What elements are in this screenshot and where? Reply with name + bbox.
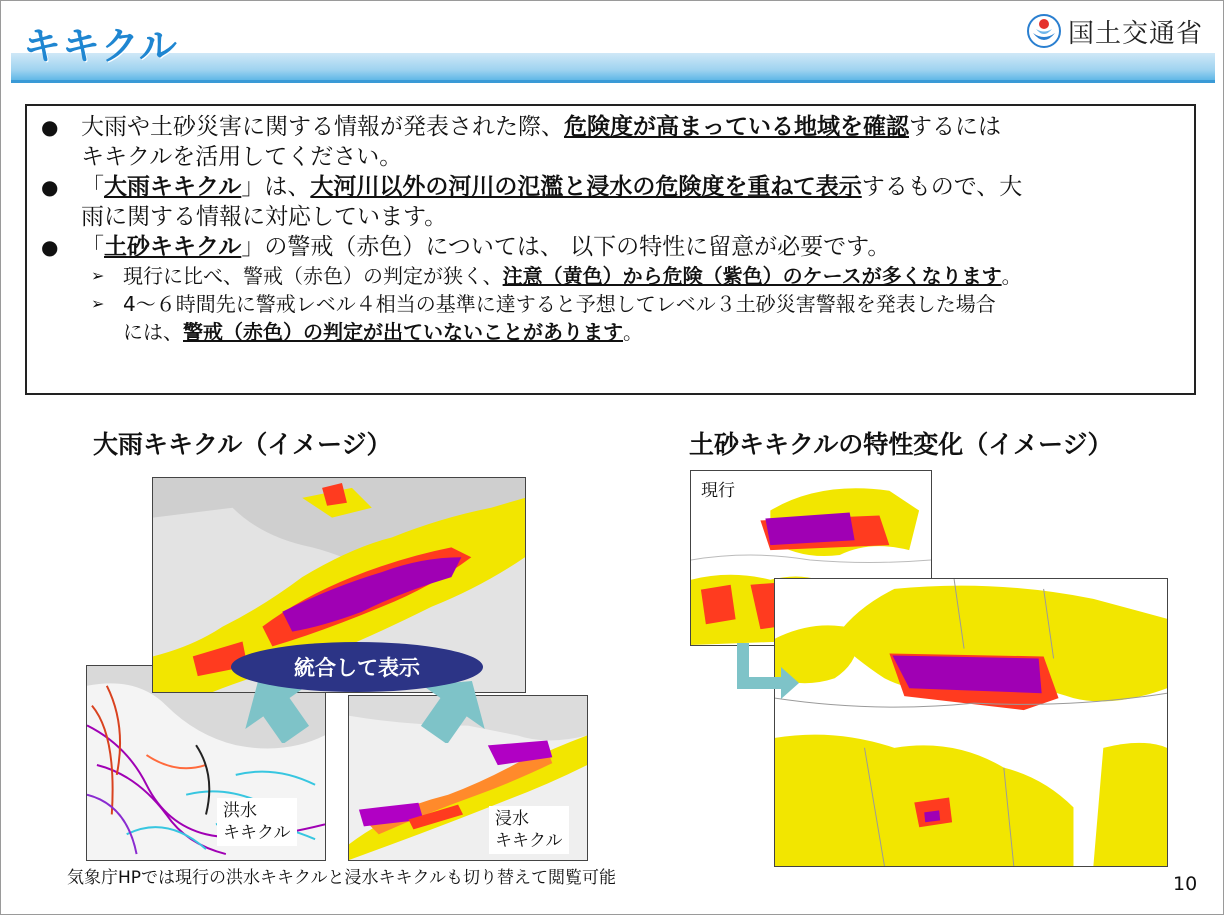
current-label: 現行	[697, 479, 739, 503]
title-band	[11, 53, 1215, 81]
logo-text: 国土交通省	[1067, 18, 1203, 49]
transition-arrow-icon	[731, 641, 803, 699]
sub-bullet-2: ➢ 4～６時間先に警戒レベル４相当の基準に達すると予想してレベル３土砂災害警報を発表した場合 には、警戒（赤色）の判定が出ていないことがあります。	[91, 292, 996, 344]
key-points-box	[25, 104, 1196, 395]
mlit-logo	[1026, 11, 1203, 51]
bullet-1: ● 大雨や土砂災害に関する情報が発表された際、危険度が高まっている地域を確認するには キキクルを活用してください。	[41, 114, 1001, 170]
bullet-dot: ●	[41, 175, 59, 199]
title-band-line	[11, 80, 1215, 83]
sub-bullet-1: ➢ 現行に比べ、警戒（赤色）の判定が狭く、注意（黄色）から危険（紫色）のケースが多くなります。	[91, 264, 1022, 288]
bullet-2: ● 「大雨キキクル」は、大河川以外の河川の氾濫と浸水の危険度を重ねて表示するもので、大 雨に関する情報に対応しています。	[41, 174, 1023, 230]
page-number: 10	[1173, 873, 1198, 895]
left-section-title: 大雨キキクル（イメージ）	[93, 430, 392, 459]
slide-title: キキクル	[23, 24, 178, 68]
right-section-title: 土砂キキクルの特性変化（イメージ）	[689, 430, 1113, 459]
new-sediment-map	[774, 578, 1168, 867]
bullet-dot: ●	[41, 235, 59, 259]
mlit-emblem-icon	[1026, 13, 1062, 49]
integrate-display-oval: 統合して表示	[231, 642, 483, 692]
bullet-3: ● 「土砂キキクル」の警戒（赤色）については、 以下の特性に留意が必要です。	[41, 234, 891, 260]
sub-arrow-icon: ➢	[91, 266, 105, 285]
sub-arrow-icon: ➢	[91, 294, 105, 313]
flood-label: 洪水 キキクル	[217, 798, 297, 846]
jma-caption: 気象庁HPでは現行の洪水キキクルと浸水キキクルも切り替えて閲覧可能	[67, 868, 617, 888]
inundation-label: 浸水 キキクル	[489, 806, 569, 854]
bullet-dot: ●	[41, 115, 59, 139]
